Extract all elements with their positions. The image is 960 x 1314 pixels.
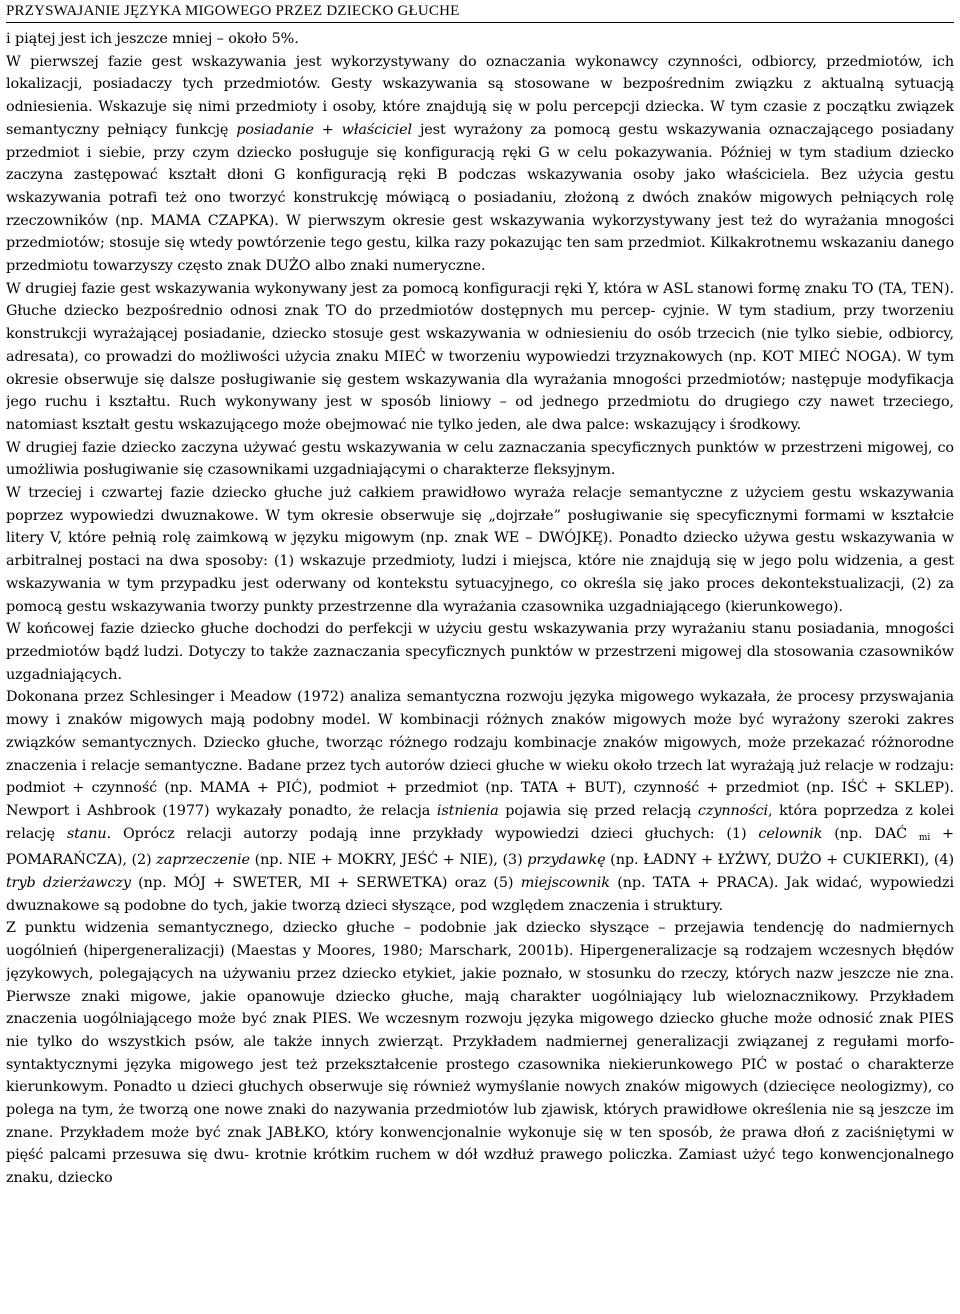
italic-text: zaprzeczenie <box>156 852 250 869</box>
subscript-text: mi <box>918 832 931 843</box>
text-run: W drugiej fazie gest wskazywania wykonywany jest za pomocą konfiguracji ręki Y, która w ASL stanowi formę znaku TO (TA, TEN). Głuche dziecko bezpośrednio odnosi znak TO do przedmiotów dostępnych mu percep- cyjnie. W tym stadium, przy tworzeniu konstrukcji wyrażającej posiadanie, dziecko stosuje gest wskazywania w odniesieniu do osób trzecich (nie tylko siebie, odbiorcy, adresata), co prowadzi do możliwości użycia znaku MIEĆ w tworzeniu wypowiedzi trzyznakowych (np. KOT MIEĆ NOGA). W tym okresie obserwuje się dalsze posługiwanie się gestem wskazywania dla wyrażania mnogości przedmiotów; następuje modyfikacja jego ruchu i kształtu. Ruch wykonywany jest w sposób liniowy – od jednego przedmiotu do drugiego czy nawet trzeciego, natomiast kształt gestu wskazującego może obejmować nie tylko jeden, ale dwa palce: wskazujący i środkowy. <box>6 280 954 433</box>
italic-text: celownik <box>758 825 823 842</box>
text-run: , która poprzedza z kolei relację <box>6 802 954 842</box>
text-run: (np. MÓJ + SWETER, MI + SERWETKA) oraz (5) <box>130 875 521 892</box>
text-run: pojawia się przed relacją <box>498 802 698 819</box>
text-run: Oprócz relacji autorzy podają inne przykłady wypowiedzi dzieci głuchych: (1) <box>111 825 759 842</box>
body-text <box>6 28 954 1190</box>
italic-text: miejscownik <box>520 875 610 892</box>
paragraph <box>6 618 954 686</box>
italic-text: czynności <box>697 802 768 819</box>
text-run: (np. ŁADNY + ŁYŻWY, DUŻO + CUKIERKI), (4) <box>605 852 954 869</box>
italic-text: istnienia <box>436 802 499 819</box>
text-run: W końcowej fazie dziecko głuche dochodzi do perfekcji w użyciu gestu wskazywania przy wyrażaniu stanu posiadania, mnogości przedmiotów bądź ludzi. Dotyczy to także zaznaczania specyficznych punktów w przestrzeni migowej dla stosowania czasowników uzgadniających. <box>6 621 954 683</box>
text-run: (np. TATA + PRACA). Jak widać, wypowiedzi dwuznakowe są podobne do tych, jakie tworzą dzieci słyszące, pod względem znaczenia i struktury. <box>6 875 954 914</box>
text-run: Dokonana przez Schlesinger i Meadow (1972) analiza semantyczna rozwoju języka migowego wykazała, że procesy przyswajania mowy i znaków migowych mają podobny model. W kombinacji różnych znaków migowych może być wyrażony szeroki zakres związków semantycznych. Dziecko głuche, tworząc różnego rodzaju kombinacje znaków migowych, może przekazać różnorodne znaczenia i relacje semantyczne. Badane przez tych autorów dzieci głuche w wieku około trzech lat wyrażają już relacje w rodzaju: podmiot + czynność (np. MAMA + PIĆ), podmiot + przedmiot (np. TATA + BUT), czynność + przedmiot (np. IŚĆ + SKLEP). Newport i Ashbrook (1977) wykazały ponadto, że relacja <box>6 689 954 819</box>
paragraph <box>6 917 954 1189</box>
text-run: (np. DAĆ <box>822 825 919 842</box>
text-run: + POMARAŃCZA), (2) <box>6 825 954 869</box>
text-run: W drugiej fazie dziecko zaczyna używać gestu wskazywania w celu zaznaczania specyficznych punktów w przestrzeni migowej, co umożliwia posługiwanie się czasownikami uzgadniającymi o charakterze fleksyjnym. <box>6 439 954 479</box>
italic-text: tryb dzierżawczy <box>6 875 131 892</box>
text-run: W pierwszej fazie gest wskazywania jest wykorzystywany do oznaczania wykonawcy czynności, odbiorcy, przedmiotów, ich lokalizacji, posiadaczy tych przedmiotów. Gesty wskazywania są stosowane w bezpośrednim związku z aktualną sytuacją odniesienia. Wskazuje się nimi przedmioty i osoby, które znajdują się w polu percepcji dziecka. W tym czasie z początku związek semantyczny pełniący funkcję <box>6 53 954 138</box>
paragraph <box>6 686 954 917</box>
text-run: i piątej jest ich jeszcze mniej – około 5%. <box>6 31 299 47</box>
text-run: (np. NIE + MOKRY, JEŚĆ + NIE), (3) <box>249 852 528 869</box>
italic-text: posiadanie + właściciel <box>236 121 413 138</box>
paragraph <box>6 482 954 618</box>
paragraph <box>6 437 954 482</box>
paragraph <box>6 51 954 278</box>
italic-text: przydawkę <box>527 852 606 869</box>
running-header: PRZYSWAJANIE JĘZYKA MIGOWEGO PRZEZ DZIECKO GŁUCHE <box>6 0 954 23</box>
italic-text: stanu. <box>66 825 112 842</box>
text-run: jest wyrażony za pomocą gestu wskazywania oznaczającego posiadany przedmiot i siebie, przy czym dziecko posługuje się konfiguracją ręki G w celu pokazywania. Później w tym stadium dziecko zaczyna zastępować kształt dłoni G konfiguracją ręki B podczas wskazywania osoby jako właściciela. Bez użycia gestu wskazywania potrafi też ono tworzyć konstrukcję mówiącą o posiadaniu, złożoną z dwóch znaków migowych pełniących rolę rzeczowników (np. MAMA CZAPKA). W pierwszym okresie gest wskazywania wykorzystywany jest też do wyrażania mnogości przedmiotów; stosuje się wtedy powtórzenie tego gestu, kilka razy pokazując ten sam przedmiot. Kilkakrotnemu wskazaniu danego przedmiotu towarzyszy często znak DUŻO albo znaki numeryczne. <box>6 121 954 275</box>
text-run: W trzeciej i czwartej fazie dziecko głuche już całkiem prawidłowo wyraża relacje semantyczne z użyciem gestu wskazywania poprzez wypowiedzi dwuznakowe. W tym okresie obserwuje się „dojrzałe” posługiwanie się specyficznymi formami w kształcie litery V, które pełnią rolę zaimkową w języku migowym (np. znak WE – DWÓJKĘ). Ponadto dziecko używa gestu wskazywania w arbitralnej postaci na dwa sposoby: (1) wskazuje przedmioty, ludzi i miejsca, które nie znajdują się w jego polu widzenia, a gest wskazywania w tym przypadku jest oderwany od kontekstu sytuacyjnego, co określa się jako proces dekontekstualizacji, (2) za pomocą gestu wskazywania tworzy punkty przestrzenne dla wyrażania czasownika uzgadniającego (kierunkowego). <box>6 485 954 615</box>
paragraph <box>6 278 954 437</box>
text-run: Z punktu widzenia semantycznego, dziecko głuche – podobnie jak dziecko słyszące – przejawia tendencję do nadmiernych uogólnień (hipergeneralizacji) (Maestas y Moores, 1980; Marschark, 2001b). Hipergeneralizacje są rodzajem wczesnych błędów językowych, polegających na używaniu przez dziecko etykiet, jakie poznało, w stosunku do rzeczy, których nazw jeszcze nie zna. Pierwsze znaki migowe, jakie opanowuje dziecko głuche, mają charakter uogólniający lub wieloznacznikowy. Przykładem znaczenia uogólniającego może być znak PIES. We wczesnym rozwoju języka migowego dziecko głuche może odnosić znak PIES nie tylko do wszystkich psów, ale także innych zwierząt. Przykładem nadmiernej generalizacji związanej z regułami morfo- syntaktycznymi języka migowego jest też przekształcenie prostego czasownika niekierunkowego PIĆ w postać o charakterze kierunkowym. Ponadto u dzieci głuchych obserwuje się również wymyślanie nowych znaków migowych (dziecięce neologizmy), co polega na tym, że tworzą one nowe znaki do nazywania przedmiotów lub zjawisk, których prawidłowe określenia nie są jeszcze im znane. Przykładem może być znak JABŁKO, który konwencjonalnie wykonuje się w ten sposób, że prawa dłoń z zaciśniętymi w pięść palcami przesuwa się dwu- krotnie krótkim ruchem w dół wzdłuż prawego policzka. Zamiast użyć tego konwencjonalnego znaku, dziecko <box>6 920 954 1187</box>
document-page <box>6 0 954 1314</box>
paragraph <box>6 28 954 51</box>
